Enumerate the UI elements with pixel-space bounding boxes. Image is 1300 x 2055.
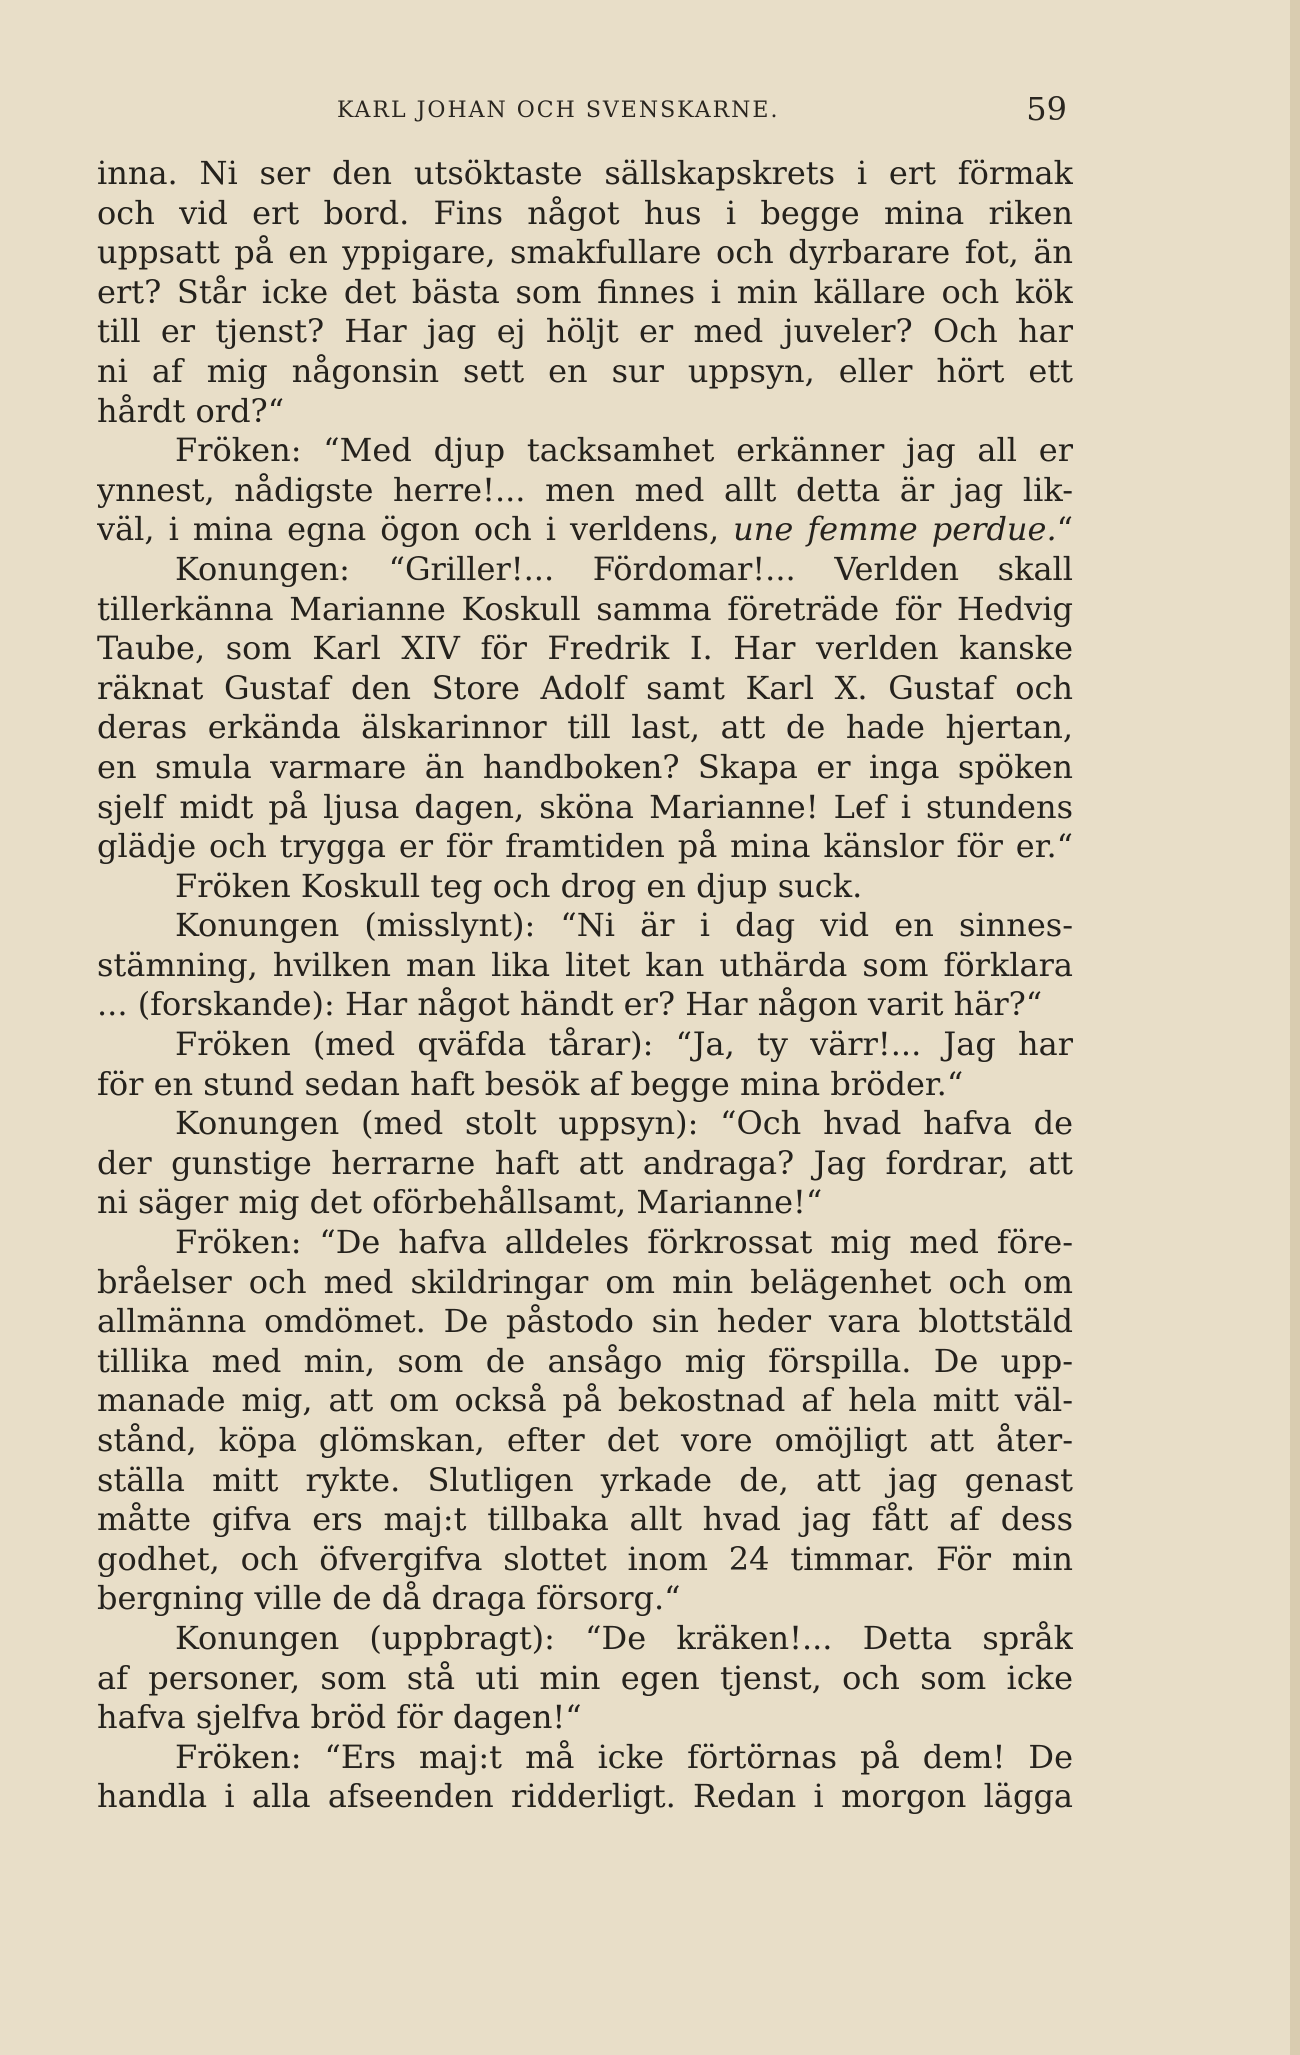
text-line: Taube, som Karl XIV för Fredrik I. Har verlden kanske: [97, 629, 1073, 668]
text-line: Konungen (med stolt uppsyn): “Och hvad hafva de: [175, 1104, 1073, 1143]
text-line: Konungen (misslynt): “Ni är i dag vid en sinnes-: [175, 906, 1073, 945]
text-line: till er tjenst? Har jag ej höljt er med juveler? Och har: [97, 312, 1073, 351]
text-line: manade mig, att om också på bekostnad af hela mitt väl-: [97, 1381, 1073, 1420]
text-line: ni af mig någonsin sett en sur uppsyn, eller hört ett: [97, 351, 1073, 390]
text-line: tillika med min, som de ansågo mig förspilla. De upp-: [97, 1341, 1073, 1380]
text-line: tillerkänna Marianne Koskull samma företräde för Hedvig: [97, 589, 1073, 628]
text-line: en smula varmare än handboken? Skapa er inga spöken: [97, 747, 1073, 786]
text-line: allmänna omdömet. De påstodo sin heder vara blottstäld: [97, 1302, 1073, 1341]
text-line: Fröken: “De hafva alldeles förkrossat mig med före-: [175, 1223, 1073, 1262]
text-line: hårdt ord?“: [97, 391, 285, 430]
body-text: [97, 154, 1073, 1817]
text-line: ställa mitt rykte. Slutligen yrkade de, att jag genast: [97, 1460, 1073, 1499]
text-line: Konungen (uppbragt): “De kräken!... Detta språk: [175, 1618, 1073, 1657]
text-line: deras erkända älskarinnor till last, att de hade hjertan,: [97, 708, 1073, 747]
text-line: väl, i mina egna ögon och i verldens, une femme perdue.“: [97, 510, 1073, 549]
text-line: glädje och trygga er för framtiden på mina känslor för er.“: [97, 827, 1073, 866]
text-line: för en stund sedan haft besök af begge mina bröder.“: [97, 1064, 964, 1103]
text-line: och vid ert bord. Fins något hus i begge mina riken: [97, 193, 1073, 232]
text-line: sjelf midt på ljusa dagen, sköna Marianne! Lef i stundens: [97, 787, 1073, 826]
text-line: hafva sjelfva bröd för dagen!“: [97, 1698, 582, 1737]
text-line: godhet, och öfvergifva slottet inom 24 timmar. För min: [97, 1539, 1073, 1578]
text-line: ... (forskande): Har något händt er? Har någon varit här?“: [97, 985, 1043, 1024]
running-head: [97, 92, 1067, 132]
text-line: Fröken (med qväfda tårar): “Ja, ty värr!... Jag har: [175, 1025, 1073, 1064]
text-line: ni säger mig det oförbehållsamt, Marianne!“: [97, 1183, 823, 1222]
text-line: måtte gifva ers maj:t tillbaka allt hvad jag fått af dess: [97, 1500, 1073, 1539]
text-line: af personer, som stå uti min egen tjenst, och som icke: [97, 1658, 1073, 1697]
running-title: KARL JOHAN OCH SVENSKARNE.: [337, 98, 780, 123]
italic-phrase: une femme perdue.: [733, 510, 1057, 549]
text-line: stånd, köpa glömskan, efter det vore omöjligt att åter-: [97, 1421, 1073, 1459]
text-line: Konungen: “Griller!... Fördomar!... Verlden skall: [175, 549, 1073, 588]
text-line: ert? Står icke det bästa som finnes i min källare och kök: [97, 272, 1073, 311]
text-line: uppsatt på en yppigare, smakfullare och dyrbarare fot, än: [97, 233, 1073, 272]
text-line: räknat Gustaf den Store Adolf samt Karl X. Gustaf och: [97, 668, 1073, 707]
text-line: stämning, hvilken man lika litet kan uthärda som förklara: [97, 945, 1073, 984]
text-line: bråelser och med skildringar om min belägenhet och om: [97, 1262, 1073, 1301]
text-line: ynnest, nådigste herre!... men med allt detta är jag lik-: [97, 470, 1073, 509]
text-line: bergning ville de då draga försorg.“: [97, 1579, 681, 1618]
text-line: Fröken Koskull teg och drog en djup suck.: [175, 866, 863, 905]
page-edge-shadow: [1290, 0, 1300, 2055]
text-line: inna. Ni ser den utsöktaste sällskapskrets i ert förmak: [97, 154, 1073, 192]
text-line: Fröken: “Med djup tacksamhet erkänner jag all er: [175, 431, 1073, 470]
text-line: handla i alla afseenden ridderligt. Redan i morgon lägga: [97, 1777, 1073, 1816]
text-line: der gunstige herrarne haft att andraga? Jag fordrar, att: [97, 1143, 1073, 1182]
page-number: 59: [1026, 90, 1067, 128]
text-line: Fröken: “Ers maj:t må icke förtörnas på dem! De: [175, 1737, 1073, 1776]
